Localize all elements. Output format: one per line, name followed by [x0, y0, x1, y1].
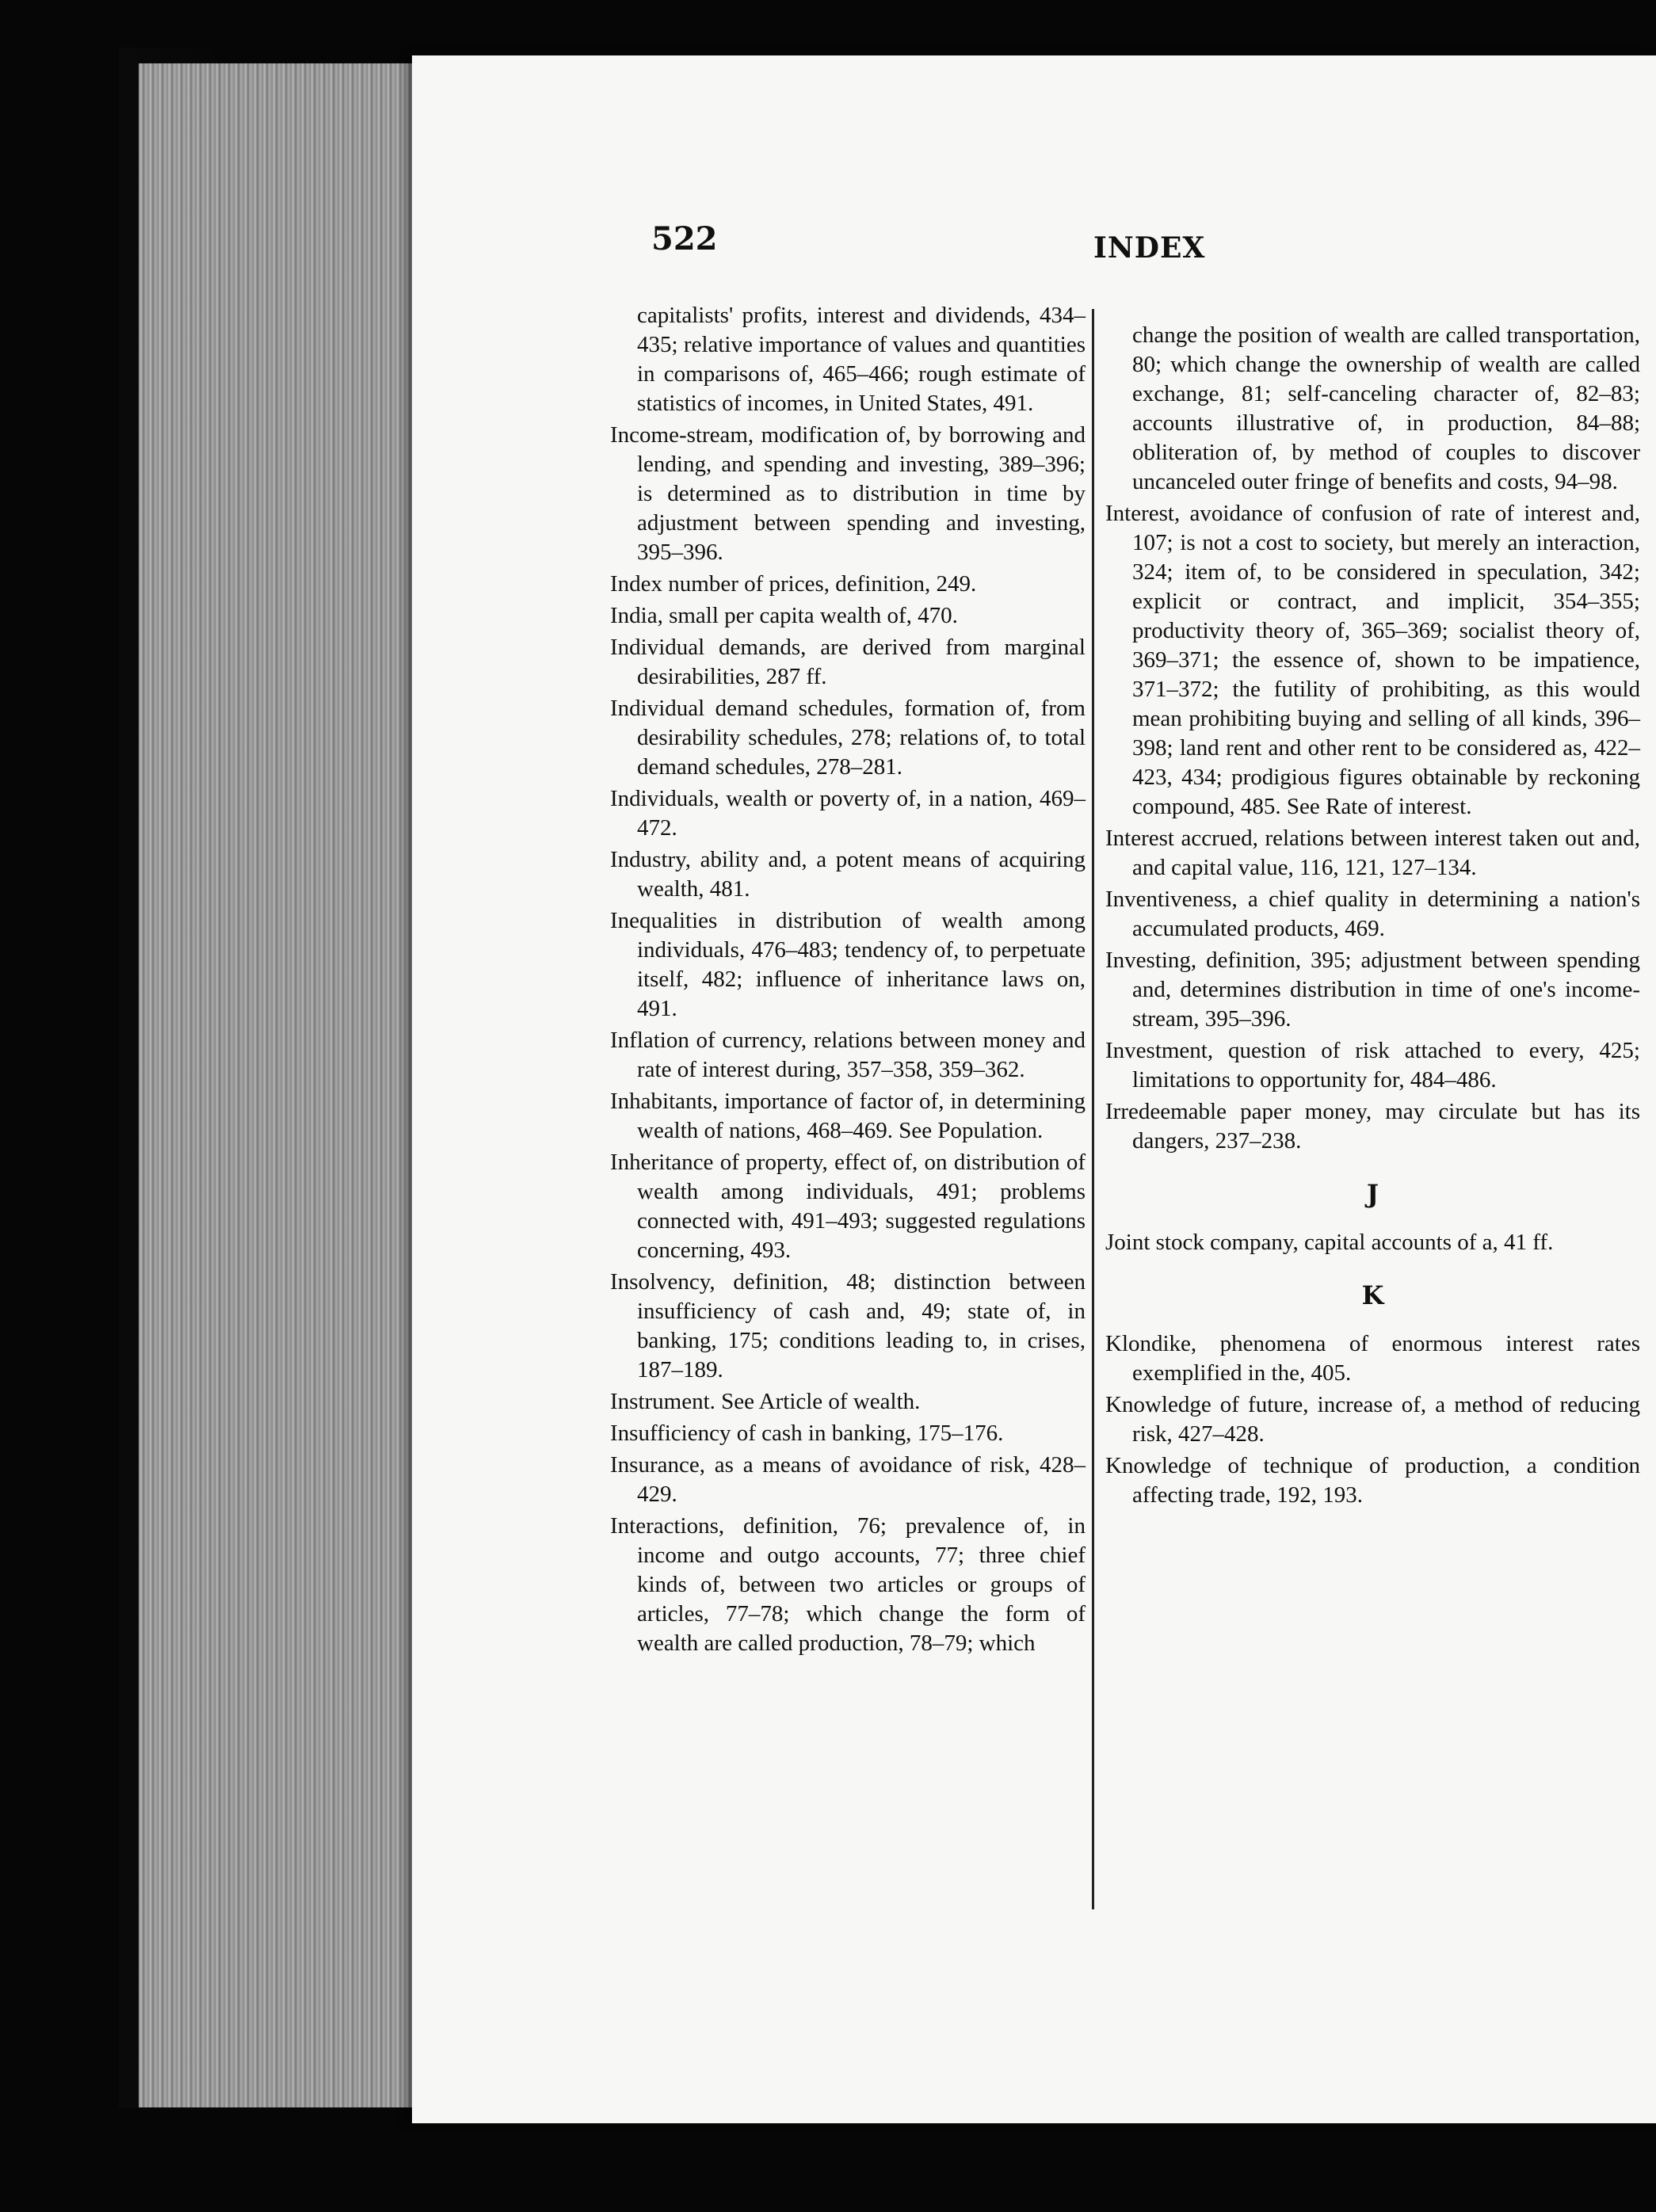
index-entry: Investing, definition, 395; adjustment between spending and, determines distribution in time of one's income-stream, 395–396.	[1105, 948, 1640, 1032]
index-entry: India, small per capita wealth of, 470.	[610, 603, 958, 628]
index-entry: Investment, question of risk attached to every, 425; limitations to opportunity for, 484–486.	[1105, 1038, 1640, 1093]
index-entry: change the position of wealth are called transportation, 80; which change the ownership of wealth are called exchange, 81; self-canceling character of, 82–83; accounts illustrative of, in production, 84–88; obliteration of, by method of couples to discover uncanceled outer fringe of benefits and costs, 94–98.	[1132, 322, 1640, 494]
index-entry: Irredeemable paper money, may circulate but has its dangers, 237–238.	[1105, 1099, 1640, 1154]
page-number: 522	[651, 220, 718, 257]
section-letter-k: K	[1361, 1280, 1384, 1310]
index-entry: capitalists' profits, interest and dividends, 434–435; relative importance of values and quantities in comparisons of, 465–466; rough estimate of statistics of incomes, in United States, 491.	[637, 303, 1086, 416]
index-entry: Income-stream, modification of, by borrowing and lending, and spending and investing, 389–396; is determined as to distribution in time by adjustment between spending and investing, 395–396.	[610, 422, 1086, 565]
index-entry: Interactions, definition, 76; prevalence of, in income and outgo accounts, 77; three chief kinds of, between two articles or groups of articles, 77–78; which change the form of wealth are called production, 78–79; which	[610, 1513, 1086, 1656]
index-column-left	[610, 301, 1086, 1661]
index-column-right	[1105, 321, 1640, 1512]
index-entry: Klondike, phenomena of enormous interest rates exemplified in the, 405.	[1105, 1331, 1640, 1386]
index-entry: Inflation of currency, relations between money and rate of interest during, 357–358, 359–362.	[610, 1028, 1086, 1082]
index-entry: Inhabitants, importance of factor of, in determining wealth of nations, 468–469. See Population.	[610, 1089, 1086, 1143]
index-entry: Knowledge of future, increase of, a method of reducing risk, 427–428.	[1105, 1392, 1640, 1447]
index-entry: Insolvency, definition, 48; distinction between insufficiency of cash and, 49; state of, in banking, 175; conditions leading to, in crises, 187–189.	[610, 1269, 1086, 1382]
section-letter-j: J	[1366, 1179, 1379, 1209]
index-entry: Inventiveness, a chief quality in determining a nation's accumulated products, 469.	[1105, 887, 1640, 941]
index-entry: Interest, avoidance of confusion of rate of interest and, 107; is not a cost to society, but merely an interaction, 324; item of, to be considered in speculation, 342; explicit or contract, and implicit, 354–355; productivity theory of, 365–369; socialist theory of, 369–371; the essence of, shown to be impatience, 371–372; the futility of prohibiting, as this would mean prohibiting buying and selling of all kinds, 396–398; land rent and other rent to be considered as, 422–423, 434; prodigious figures obtainable by reckoning compound, 485. See Rate of interest.	[1105, 501, 1640, 819]
index-entry: Industry, ability and, a potent means of acquiring wealth, 481.	[610, 847, 1086, 902]
index-entry: Inheritance of property, effect of, on distribution of wealth among individuals, 491; problems connected with, 491–493; suggested regulations concerning, 493.	[610, 1150, 1086, 1263]
index-entry: Knowledge of technique of production, a condition affecting trade, 192, 193.	[1105, 1453, 1640, 1508]
index-entry: Insufficiency of cash in banking, 175–176.	[610, 1421, 1004, 1446]
index-entry: Instrument. See Article of wealth.	[610, 1389, 921, 1414]
index-entry: Individual demands, are derived from marginal desirabilities, 287 ff.	[610, 635, 1086, 689]
index-entry: Joint stock company, capital accounts of a, 41 ff.	[1105, 1230, 1554, 1255]
running-head: INDEX	[1093, 231, 1206, 265]
column-rule	[1092, 309, 1094, 1909]
index-entry: Inequalities in distribution of wealth among individuals, 476–483; tendency of, to perpetuate itself, 482; influence of inheritance laws on, 491.	[610, 908, 1086, 1021]
page-edges	[139, 63, 440, 2107]
index-entry: Insurance, as a means of avoidance of risk, 428–429.	[610, 1452, 1086, 1507]
index-entry: Interest accrued, relations between interest taken out and, and capital value, 116, 121, 127–134.	[1105, 826, 1640, 880]
index-entry: Individuals, wealth or poverty of, in a nation, 469–472.	[610, 786, 1086, 841]
index-entry: Individual demand schedules, formation of, from desirability schedules, 278; relations of, to total demand schedules, 278–281.	[610, 696, 1086, 780]
index-entry: Index number of prices, definition, 249.	[610, 571, 977, 597]
